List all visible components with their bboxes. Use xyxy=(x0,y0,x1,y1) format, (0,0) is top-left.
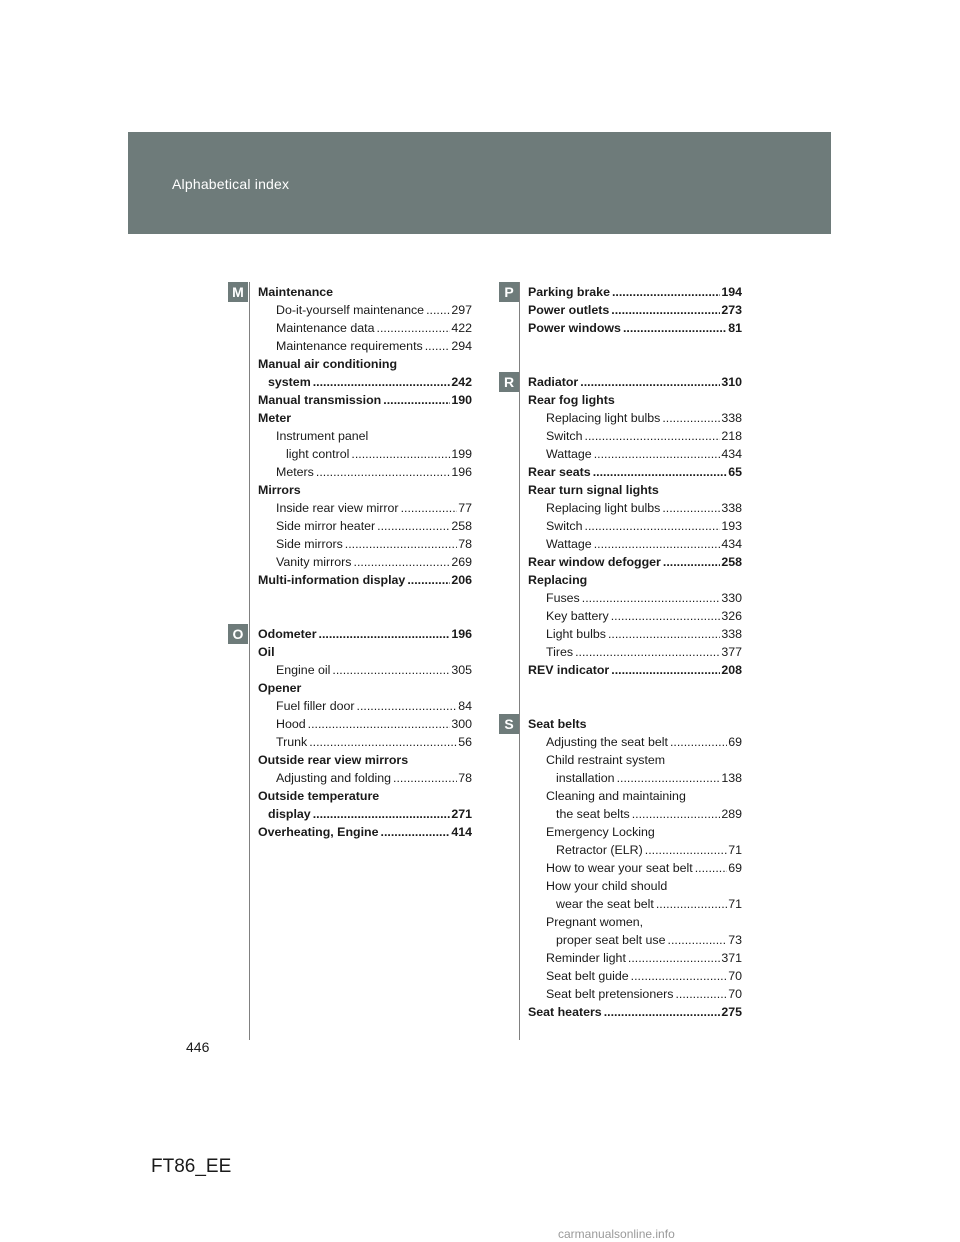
index-entry xyxy=(258,571,472,589)
entry-page-number: 271 xyxy=(451,807,472,821)
index-entry xyxy=(528,715,742,733)
entry-text: Vanity mirrors xyxy=(276,555,352,569)
index-entry xyxy=(258,481,472,499)
entry-text: How to wear your seat belt xyxy=(546,861,693,875)
entry-text: Opener xyxy=(258,681,302,695)
index-subentry xyxy=(258,733,472,751)
section-letter-m: M xyxy=(228,282,248,302)
dot-leader xyxy=(611,301,720,319)
entry-page-number: 65 xyxy=(728,465,742,479)
index-subentry xyxy=(528,499,742,517)
index-entry xyxy=(528,481,742,499)
index-subentry xyxy=(528,625,742,643)
entry-text: Rear turn signal lights xyxy=(528,483,659,497)
dot-leader xyxy=(611,661,720,679)
index-subentry xyxy=(528,607,742,625)
entry-page-number: 289 xyxy=(721,807,742,821)
dot-leader xyxy=(426,301,450,319)
entry-page-number: 194 xyxy=(721,285,742,299)
entry-text: wear the seat belt xyxy=(556,897,654,911)
entry-text: the seat belts xyxy=(556,807,630,821)
entry-text: Oil xyxy=(258,645,275,659)
index-entry xyxy=(258,409,472,427)
index-entry xyxy=(528,553,742,571)
entry-text: Side mirror heater xyxy=(276,519,376,533)
entry-text: Mirrors xyxy=(258,483,301,497)
index-entry xyxy=(528,463,742,481)
entry-page-number: 69 xyxy=(728,735,742,749)
page-header xyxy=(128,132,831,234)
index-subentry xyxy=(258,499,472,517)
dot-leader xyxy=(377,517,450,535)
index-subentry xyxy=(258,553,472,571)
index-subentry xyxy=(528,841,742,859)
entry-text: installation xyxy=(556,771,615,785)
index-entry xyxy=(528,391,742,409)
entry-page-number: 77 xyxy=(458,501,472,515)
section-letter-p: P xyxy=(499,282,519,302)
entry-text: Rear seats xyxy=(528,465,591,479)
entry-text: Power windows xyxy=(528,321,621,335)
dot-leader xyxy=(594,445,721,463)
index-subentry xyxy=(528,769,742,787)
entry-page-number: 414 xyxy=(451,825,472,839)
index-entry xyxy=(528,373,742,391)
index-subentry xyxy=(528,445,742,463)
index-entry xyxy=(258,355,472,373)
dot-leader xyxy=(604,1003,721,1021)
dot-leader xyxy=(332,661,450,679)
index-entry xyxy=(528,319,742,337)
dot-leader xyxy=(645,841,727,859)
entry-page-number: 138 xyxy=(721,771,742,785)
dot-leader xyxy=(608,625,720,643)
entry-page-number: 434 xyxy=(721,447,742,461)
dot-leader xyxy=(580,373,720,391)
entry-page-number: 269 xyxy=(451,555,472,569)
index-entry xyxy=(528,1003,742,1021)
index-subentry xyxy=(258,517,472,535)
entry-text: Power outlets xyxy=(528,303,610,317)
index-entry xyxy=(528,571,742,589)
right-column-rule xyxy=(519,282,520,1040)
entry-text: Overheating, Engine xyxy=(258,825,379,839)
index-entry xyxy=(528,283,742,301)
dot-leader xyxy=(313,805,451,823)
index-subentry xyxy=(258,697,472,715)
dot-leader xyxy=(351,445,450,463)
dot-leader xyxy=(594,535,721,553)
entry-page-number: 434 xyxy=(721,537,742,551)
entry-text: Tires xyxy=(546,645,574,659)
entry-text: Maintenance data xyxy=(276,321,375,335)
entry-page-number: 206 xyxy=(451,573,472,587)
entry-text: Seat belts xyxy=(528,717,587,731)
index-subentry xyxy=(258,445,472,463)
watermark: carmanualsonline.info xyxy=(558,1227,675,1241)
entry-page-number: 199 xyxy=(451,447,472,461)
entry-page-number: 242 xyxy=(451,375,472,389)
entry-text: Trunk xyxy=(276,735,308,749)
entry-text: Switch xyxy=(546,519,583,533)
page-number: 446 xyxy=(186,1039,210,1055)
index-entry xyxy=(258,823,472,841)
entry-text: Replacing light bulbs xyxy=(546,501,661,515)
entry-text: Odometer xyxy=(258,627,317,641)
entry-page-number: 71 xyxy=(728,897,742,911)
entry-page-number: 273 xyxy=(721,303,742,317)
entry-text: Do-it-yourself maintenance xyxy=(276,303,425,317)
entry-page-number: 297 xyxy=(451,303,472,317)
entry-text: Inside rear view mirror xyxy=(276,501,399,515)
dot-leader xyxy=(631,967,728,985)
entry-page-number: 218 xyxy=(721,429,742,443)
section-letter-s: S xyxy=(499,714,519,734)
entry-text: display xyxy=(268,807,311,821)
entry-text: light control xyxy=(286,447,350,461)
entry-text: Light bulbs xyxy=(546,627,606,641)
dot-leader xyxy=(393,769,457,787)
dot-leader xyxy=(357,697,458,715)
entry-text: Outside temperature xyxy=(258,789,380,803)
entry-page-number: 294 xyxy=(451,339,472,353)
dot-leader xyxy=(662,409,720,427)
dot-leader xyxy=(617,769,721,787)
entry-page-number: 338 xyxy=(721,501,742,515)
dot-leader xyxy=(628,949,720,967)
entry-text: REV indicator xyxy=(528,663,610,677)
entry-text: Meters xyxy=(276,465,314,479)
index-subentry xyxy=(258,337,472,355)
entry-text: Adjusting and folding xyxy=(276,771,392,785)
entry-text: Rear window defogger xyxy=(528,555,661,569)
index-subentry xyxy=(258,769,472,787)
entry-text: Parking brake xyxy=(528,285,610,299)
entry-text: Meter xyxy=(258,411,292,425)
entry-page-number: 196 xyxy=(451,627,472,641)
dot-leader xyxy=(668,931,728,949)
entry-page-number: 258 xyxy=(721,555,742,569)
index-entry xyxy=(258,751,472,769)
dot-leader xyxy=(319,625,451,643)
entry-text: Manual transmission xyxy=(258,393,382,407)
entry-text: Pregnant women, xyxy=(546,915,644,929)
entry-page-number: 78 xyxy=(458,771,472,785)
entry-text: Cleaning and maintaining xyxy=(546,789,686,803)
entry-page-number: 422 xyxy=(451,321,472,335)
entry-text: Wattage xyxy=(546,447,592,461)
dot-leader xyxy=(575,643,720,661)
index-entry xyxy=(258,373,472,391)
index-subentry xyxy=(528,895,742,913)
footer-code: FT86_EE xyxy=(151,1156,232,1177)
dot-leader xyxy=(662,499,720,517)
entry-text: Manual air conditioning xyxy=(258,357,398,371)
index-subentry xyxy=(528,877,742,895)
entry-text: Seat belt guide xyxy=(546,969,629,983)
entry-page-number: 193 xyxy=(721,519,742,533)
entry-text: Maintenance requirements xyxy=(276,339,423,353)
entry-page-number: 84 xyxy=(458,699,472,713)
entry-page-number: 326 xyxy=(721,609,742,623)
entry-page-number: 377 xyxy=(721,645,742,659)
index-subentry xyxy=(528,409,742,427)
entry-text: Hood xyxy=(276,717,306,731)
index-subentry xyxy=(528,427,742,445)
index-subentry xyxy=(258,301,472,319)
entry-page-number: 71 xyxy=(728,843,742,857)
section-letter-o: O xyxy=(228,624,248,644)
index-subentry xyxy=(528,733,742,751)
entry-text: Reminder light xyxy=(546,951,626,965)
index-subentry xyxy=(528,985,742,1003)
entry-text: Child restraint system xyxy=(546,753,666,767)
entry-page-number: 310 xyxy=(721,375,742,389)
entry-page-number: 56 xyxy=(458,735,472,749)
entry-text: Maintenance xyxy=(258,285,334,299)
dot-leader xyxy=(313,373,451,391)
dot-leader xyxy=(593,463,728,481)
entry-page-number: 300 xyxy=(451,717,472,731)
dot-leader xyxy=(308,715,451,733)
entry-page-number: 330 xyxy=(721,591,742,605)
index-subentry xyxy=(528,535,742,553)
section-letter-r: R xyxy=(499,372,519,392)
dot-leader xyxy=(612,283,720,301)
dot-leader xyxy=(401,499,458,517)
entry-text: Multi-information display xyxy=(258,573,406,587)
entry-text: Emergency Locking xyxy=(546,825,655,839)
dot-leader xyxy=(316,463,450,481)
index-subentry xyxy=(528,967,742,985)
index-subentry xyxy=(528,823,742,841)
dot-leader xyxy=(632,805,721,823)
index-subentry xyxy=(528,805,742,823)
entry-page-number: 73 xyxy=(728,933,742,947)
index-entry xyxy=(258,283,472,301)
index-entry xyxy=(528,301,742,319)
dot-leader xyxy=(381,823,451,841)
index-subentry xyxy=(258,319,472,337)
dot-leader xyxy=(623,319,727,337)
index-entry xyxy=(258,625,472,643)
index-entry xyxy=(258,391,472,409)
entry-page-number: 258 xyxy=(451,519,472,533)
index-subentry xyxy=(528,517,742,535)
entry-page-number: 81 xyxy=(728,321,742,335)
dot-leader xyxy=(695,859,728,877)
entry-text: Instrument panel xyxy=(276,429,369,443)
entry-text: Radiator xyxy=(528,375,579,389)
index-subentry xyxy=(528,643,742,661)
entry-page-number: 208 xyxy=(721,663,742,677)
entry-text: Engine oil xyxy=(276,663,331,677)
entry-text: Adjusting the seat belt xyxy=(546,735,668,749)
index-subentry xyxy=(528,787,742,805)
entry-text: Key battery xyxy=(546,609,609,623)
index-subentry xyxy=(528,949,742,967)
dot-leader xyxy=(377,319,451,337)
dot-leader xyxy=(663,553,720,571)
index-entry xyxy=(258,787,472,805)
entry-text: Rear fog lights xyxy=(528,393,615,407)
index-subentry xyxy=(258,535,472,553)
entry-text: Seat belt pretensioners xyxy=(546,987,674,1001)
dot-leader xyxy=(585,517,721,535)
index-subentry xyxy=(258,715,472,733)
index-entry xyxy=(528,661,742,679)
entry-text: Replacing xyxy=(528,573,588,587)
entry-text: Switch xyxy=(546,429,583,443)
entry-page-number: 190 xyxy=(451,393,472,407)
index-subentry xyxy=(528,589,742,607)
dot-leader xyxy=(425,337,451,355)
header-title: Alphabetical index xyxy=(172,176,290,192)
left-column-rule xyxy=(249,282,250,1040)
index-entry xyxy=(258,805,472,823)
entry-page-number: 338 xyxy=(721,411,742,425)
dot-leader xyxy=(354,553,451,571)
entry-page-number: 275 xyxy=(721,1005,742,1019)
entry-page-number: 371 xyxy=(721,951,742,965)
entry-text: proper seat belt use xyxy=(556,933,666,947)
entry-page-number: 70 xyxy=(728,987,742,1001)
index-entry xyxy=(258,679,472,697)
entry-page-number: 78 xyxy=(458,537,472,551)
index-subentry xyxy=(258,463,472,481)
index-subentry xyxy=(258,661,472,679)
dot-leader xyxy=(383,391,450,409)
entry-text: system xyxy=(268,375,311,389)
entry-page-number: 69 xyxy=(728,861,742,875)
index-subentry xyxy=(528,859,742,877)
entry-text: How your child should xyxy=(546,879,668,893)
entry-page-number: 305 xyxy=(451,663,472,677)
index-subentry xyxy=(528,913,742,931)
index-subentry xyxy=(258,427,472,445)
entry-page-number: 70 xyxy=(728,969,742,983)
dot-leader xyxy=(675,985,727,1003)
entry-text: Seat heaters xyxy=(528,1005,602,1019)
entry-text: Fuses xyxy=(546,591,580,605)
index-subentry xyxy=(528,751,742,769)
index-entry xyxy=(258,643,472,661)
dot-leader xyxy=(656,895,727,913)
entry-text: Wattage xyxy=(546,537,592,551)
dot-leader xyxy=(582,589,721,607)
index-subentry xyxy=(528,931,742,949)
dot-leader xyxy=(670,733,727,751)
entry-text: Outside rear view mirrors xyxy=(258,753,409,767)
entry-page-number: 338 xyxy=(721,627,742,641)
dot-leader xyxy=(585,427,721,445)
entry-text: Side mirrors xyxy=(276,537,343,551)
dot-leader xyxy=(407,571,450,589)
entry-text: Fuel filler door xyxy=(276,699,355,713)
dot-leader xyxy=(611,607,721,625)
dot-leader xyxy=(345,535,457,553)
entry-text: Replacing light bulbs xyxy=(546,411,661,425)
dot-leader xyxy=(309,733,457,751)
entry-text: Retractor (ELR) xyxy=(556,843,643,857)
entry-page-number: 196 xyxy=(451,465,472,479)
